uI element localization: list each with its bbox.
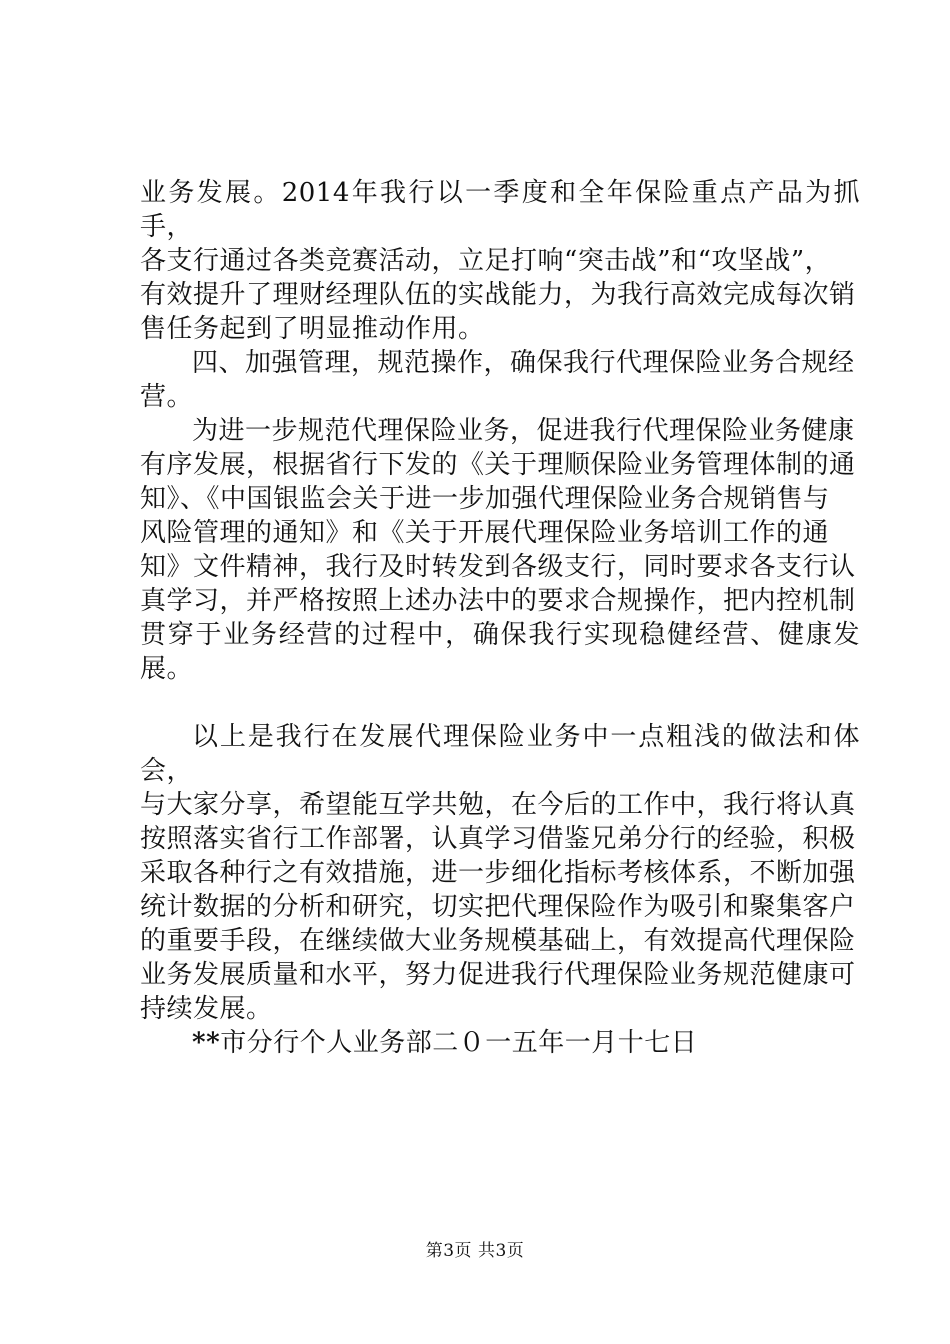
section-heading-four: 四、加强管理，规范操作，确保我行代理保险业务合规经 营。 (140, 348, 855, 412)
paragraph-business-development: 业务发展。2014年我行以一季度和全年保险重点产品为抓手， 各支行通过各类竞赛活动，立足打响“突击战”和“攻坚战”， 有效提升了理财经理队伍的实战能力，为我行高效完成每次销 售任务起到了明显推动作用。 (140, 178, 860, 344)
document-body (140, 176, 860, 1060)
signature-text: 市分行个人业务部二０一五年一月十七日 (220, 1028, 698, 1058)
page-footer: 第3页 共3页 (425, 1241, 525, 1261)
signature-line (140, 1026, 860, 1060)
paragraph-compliance: 为进一步规范代理保险业务，促进我行代理保险业务健康 有序发展，根据省行下发的《关于理顺保险业务管理体制的通 知》、《中国银监会关于进一步加强代理保险业务合规销售与 风险管理的通知》和《关于开展代理保险业务培训工作的通 知》文件精神，我行及时转发到各级支行，同时要求各支行认 真学习，并严格按照上述办法中的要求合规操作，把内控机制 贯穿于业务经营的过程中，确保我行实现稳健经营、健康发展。 (140, 416, 860, 684)
signature-stars: ** (192, 1028, 221, 1058)
paragraph-conclusion: 以上是我行在发展代理保险业务中一点粗浅的做法和体会， 与大家分享，希望能互学共勉，在今后的工作中，我行将认真 按照落实省行工作部署，认真学习借鉴兄弟分行的经验，积极 采取各种行之有效措施，进一步细化指标考核体系，不断加强 统计数据的分析和研究，切实把代理保险作为吸引和聚集客户 的重要手段，在继续做大业务规模基础上，有效提高代理保险 业务发展质量和水平，努力促进我行代理保险业务规范健康可 持续发展。 (140, 722, 860, 1024)
